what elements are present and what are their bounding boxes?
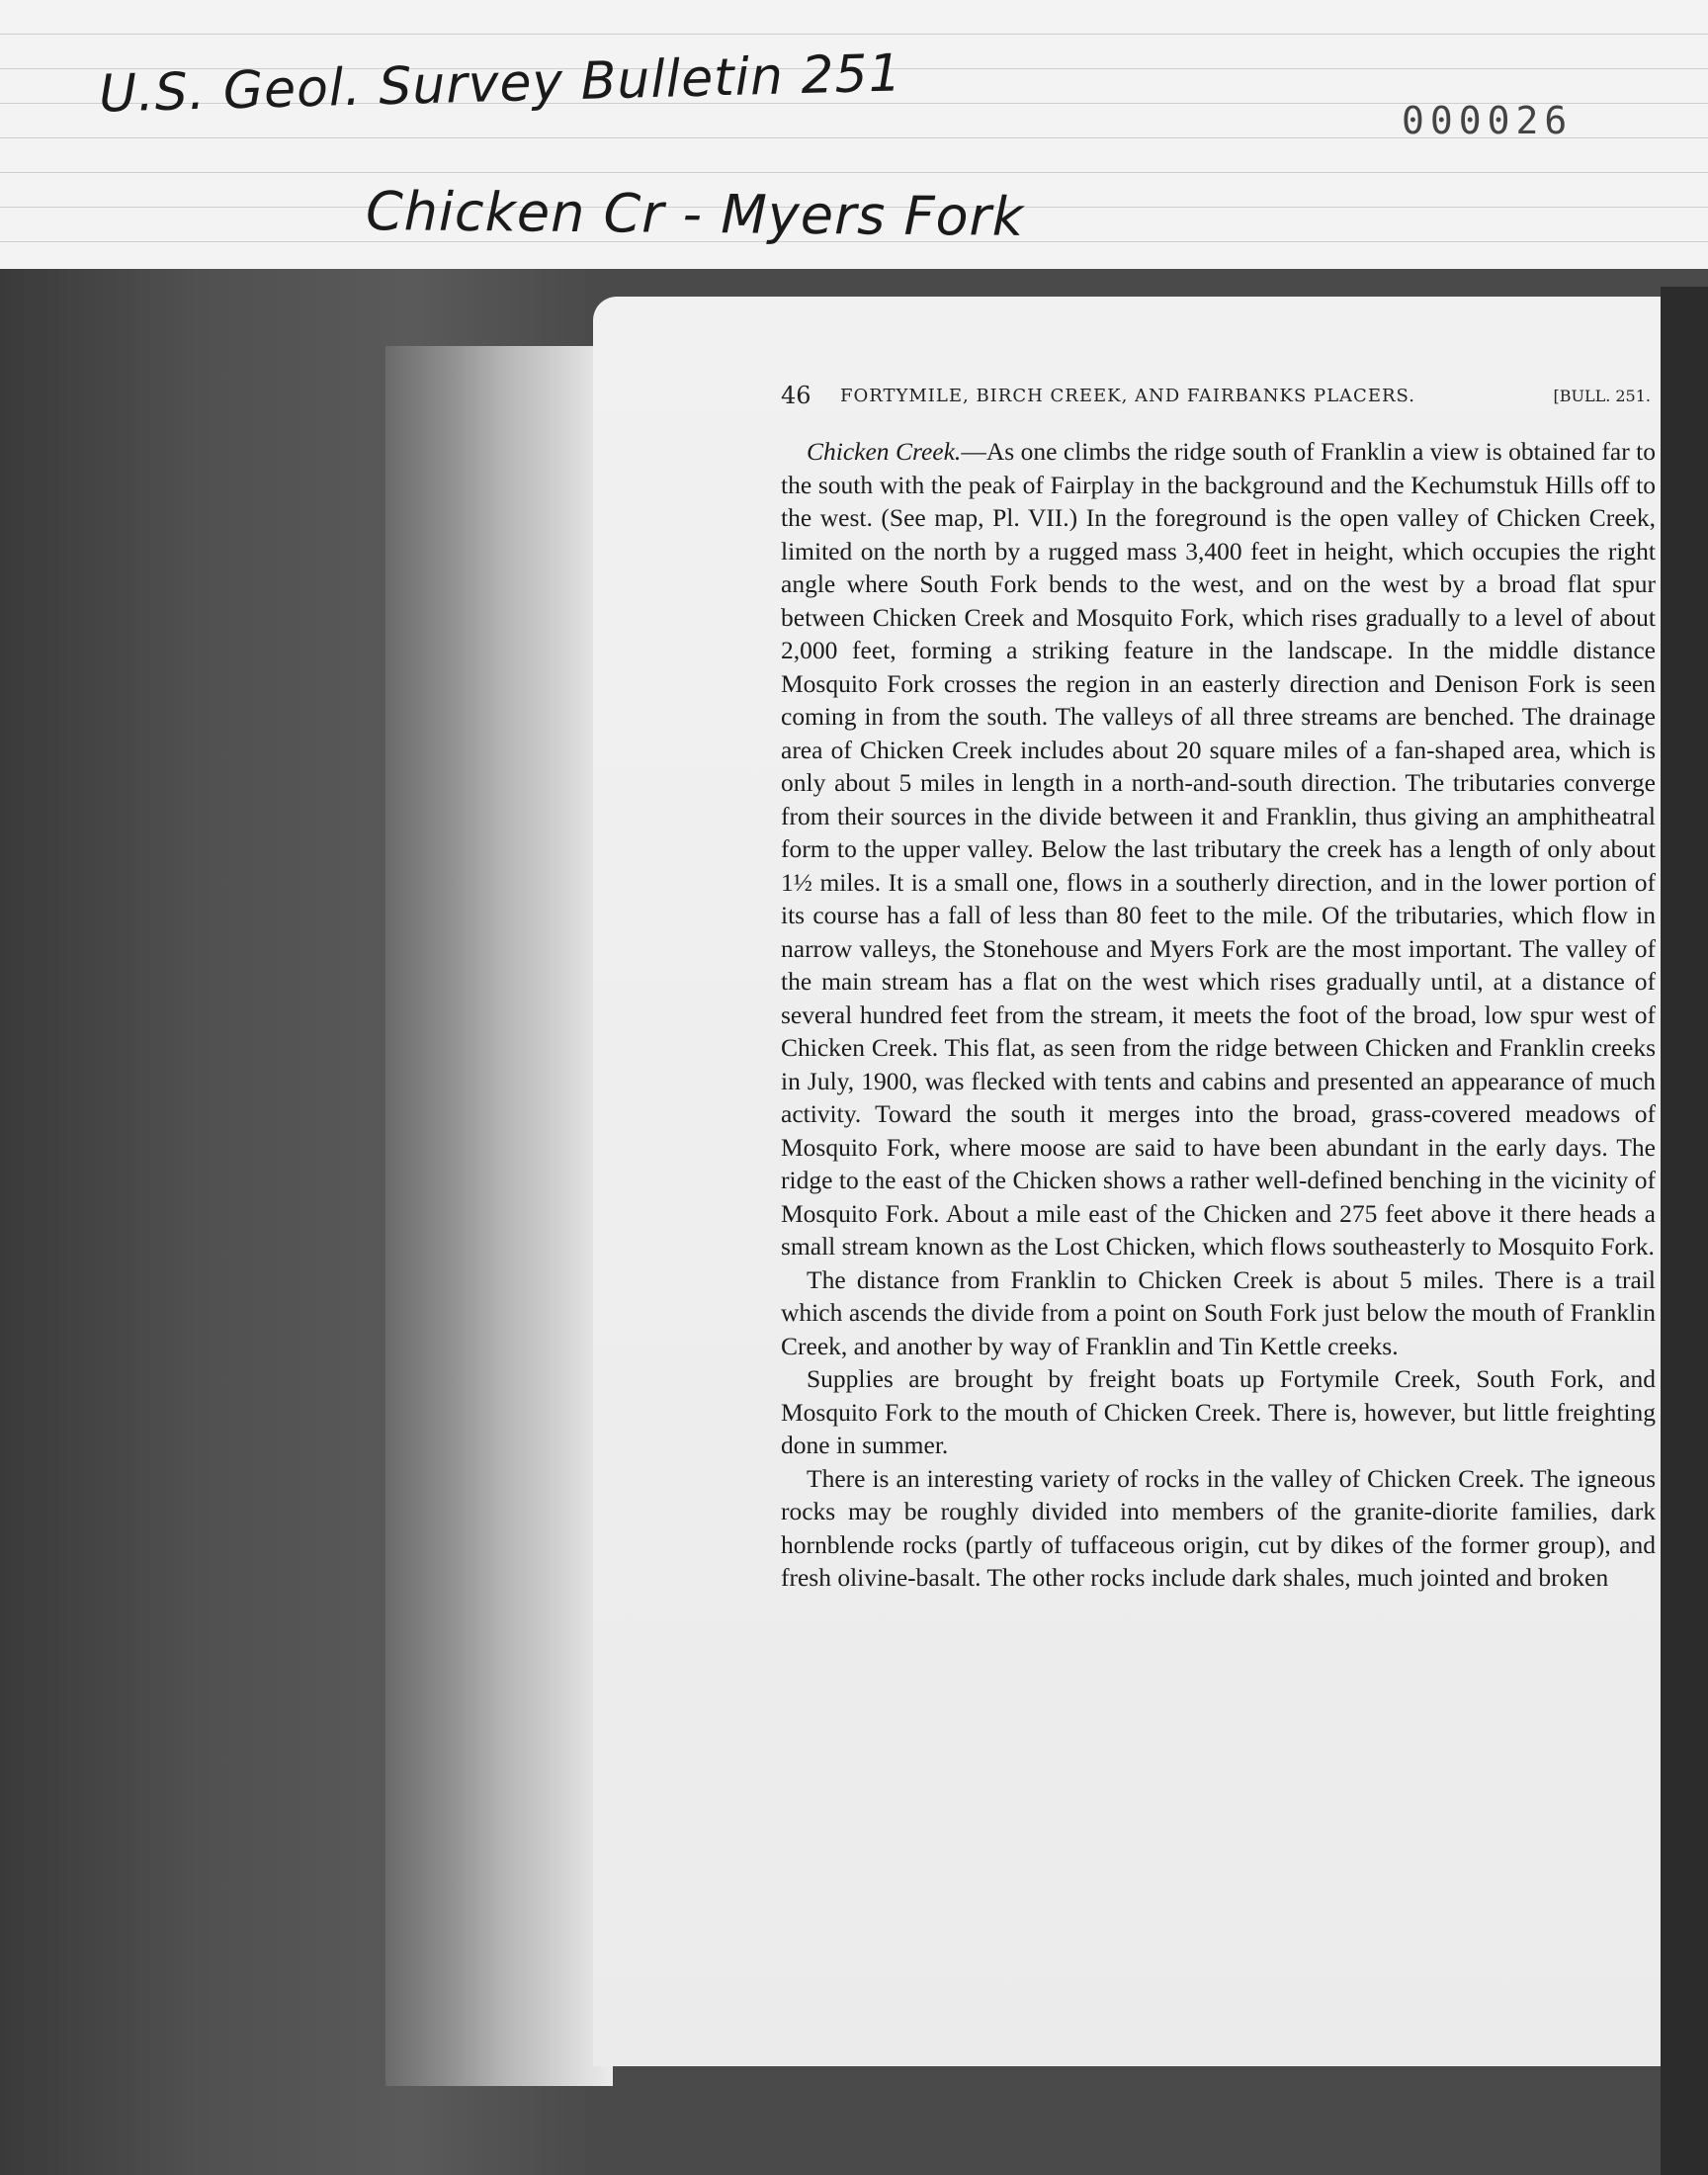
paragraph-1-text: —As one climbs the ridge south of Franklin a view is obtained far to the south with the peak of Fairplay in the background and the Kechumstuk Hills off to the west. (See map, Pl. VII.) In the foreground is the open valley of Chicken Creek, limited on the north by a rugged mass 3,400 feet in height, which occupies the right angle where South Fork bends to the west, and on the west by a broad flat spur between Chicken Creek and Mosquito Fork, which rises gradually to a level of about 2,000 feet, forming a striking feature in the landscape. In the middle distance Mosquito Fork crosses the region in an easterly direction and Denison Fork is seen coming in from the south. The valleys of all three streams are benched. The drainage area of Chicken Creek includes about 20 square miles of a fan-shaped area, which is only about 5 miles in length in a north-and-south direction. The tributaries converge from their sources in the divide between it and Franklin, thus giving an amphitheatral form to the upper valley. Below the last tributary the creek has a length of only about 1½ miles. It is a small one, flows in a southerly direction, and in the lower portion of its course has a fall of less than 80 feet to the mile. Of the tributaries, which flow in narrow valleys, the Stonehouse and Myers Fork are the most important. The valley of the main stream has a flat on the west which rises gradually until, at a distance of several hundred feet from the stream, it meets the foot of the broad, low spur west of Chicken Creek. This flat, as seen from the ridge between Chicken and Franklin creeks in July, 1900, was flecked with tents and cabins and presented an appearance of much activity. Toward the south it merges into the broad, grass-covered meadows of Mosquito Fork, where moose are said to have been abundant in the early days. The ridge to the east of the Chicken shows a rather well-defined benching in the vicinity of Mosquito Fork. About a mile east of the Chicken and 275 feet above it there heads a small stream known as the Lost Chicken, which flows southeasterly to Mosquito Fork.: [781, 437, 1656, 1261]
paragraph-3: Supplies are brought by freight boats up Fortymile Creek, South Fork, and Mosquito Fork to the mouth of Chicken Creek. There is, however, but little freighting done in summer.: [781, 1364, 1656, 1459]
bulletin-reference: [BULL. 251.: [1553, 387, 1651, 405]
paragraph-2: The distance from Franklin to Chicken Creek is about 5 miles. There is a trail which ascends the divide from a point on South Fork just below the mouth of Franklin Creek, and another by way of Franklin and Tin Kettle creeks.: [781, 1264, 1656, 1360]
handwritten-title: U.S. Geol. Survey Bulletin 251: [98, 44, 903, 125]
stamp-number: 000026: [1402, 99, 1574, 142]
binding-shadow: [385, 346, 613, 2086]
paragraph-1: [781, 435, 1656, 1263]
body-text: [781, 435, 1656, 1595]
page-header: [781, 382, 1651, 415]
running-head: FORTYMILE, BIRCH CREEK, AND FAIRBANKS PLACERS.: [840, 386, 1415, 406]
handwritten-subtitle: Chicken Cr - Myers Fork: [365, 180, 1025, 248]
paragraph-heading: Chicken Creek.: [807, 437, 962, 466]
page-number: 46: [781, 382, 811, 409]
right-edge: [1661, 287, 1708, 2175]
paragraph-4: There is an interesting variety of rocks in the valley of Chicken Creek. The igneous rocks may be roughly divided into members of the granite-diorite families, dark hornblende rocks (partly of tuffaceous origin, cut by dikes of the former group), and fresh olivine-basalt. The other rocks include dark shales, much jointed and broken: [781, 1463, 1656, 1592]
